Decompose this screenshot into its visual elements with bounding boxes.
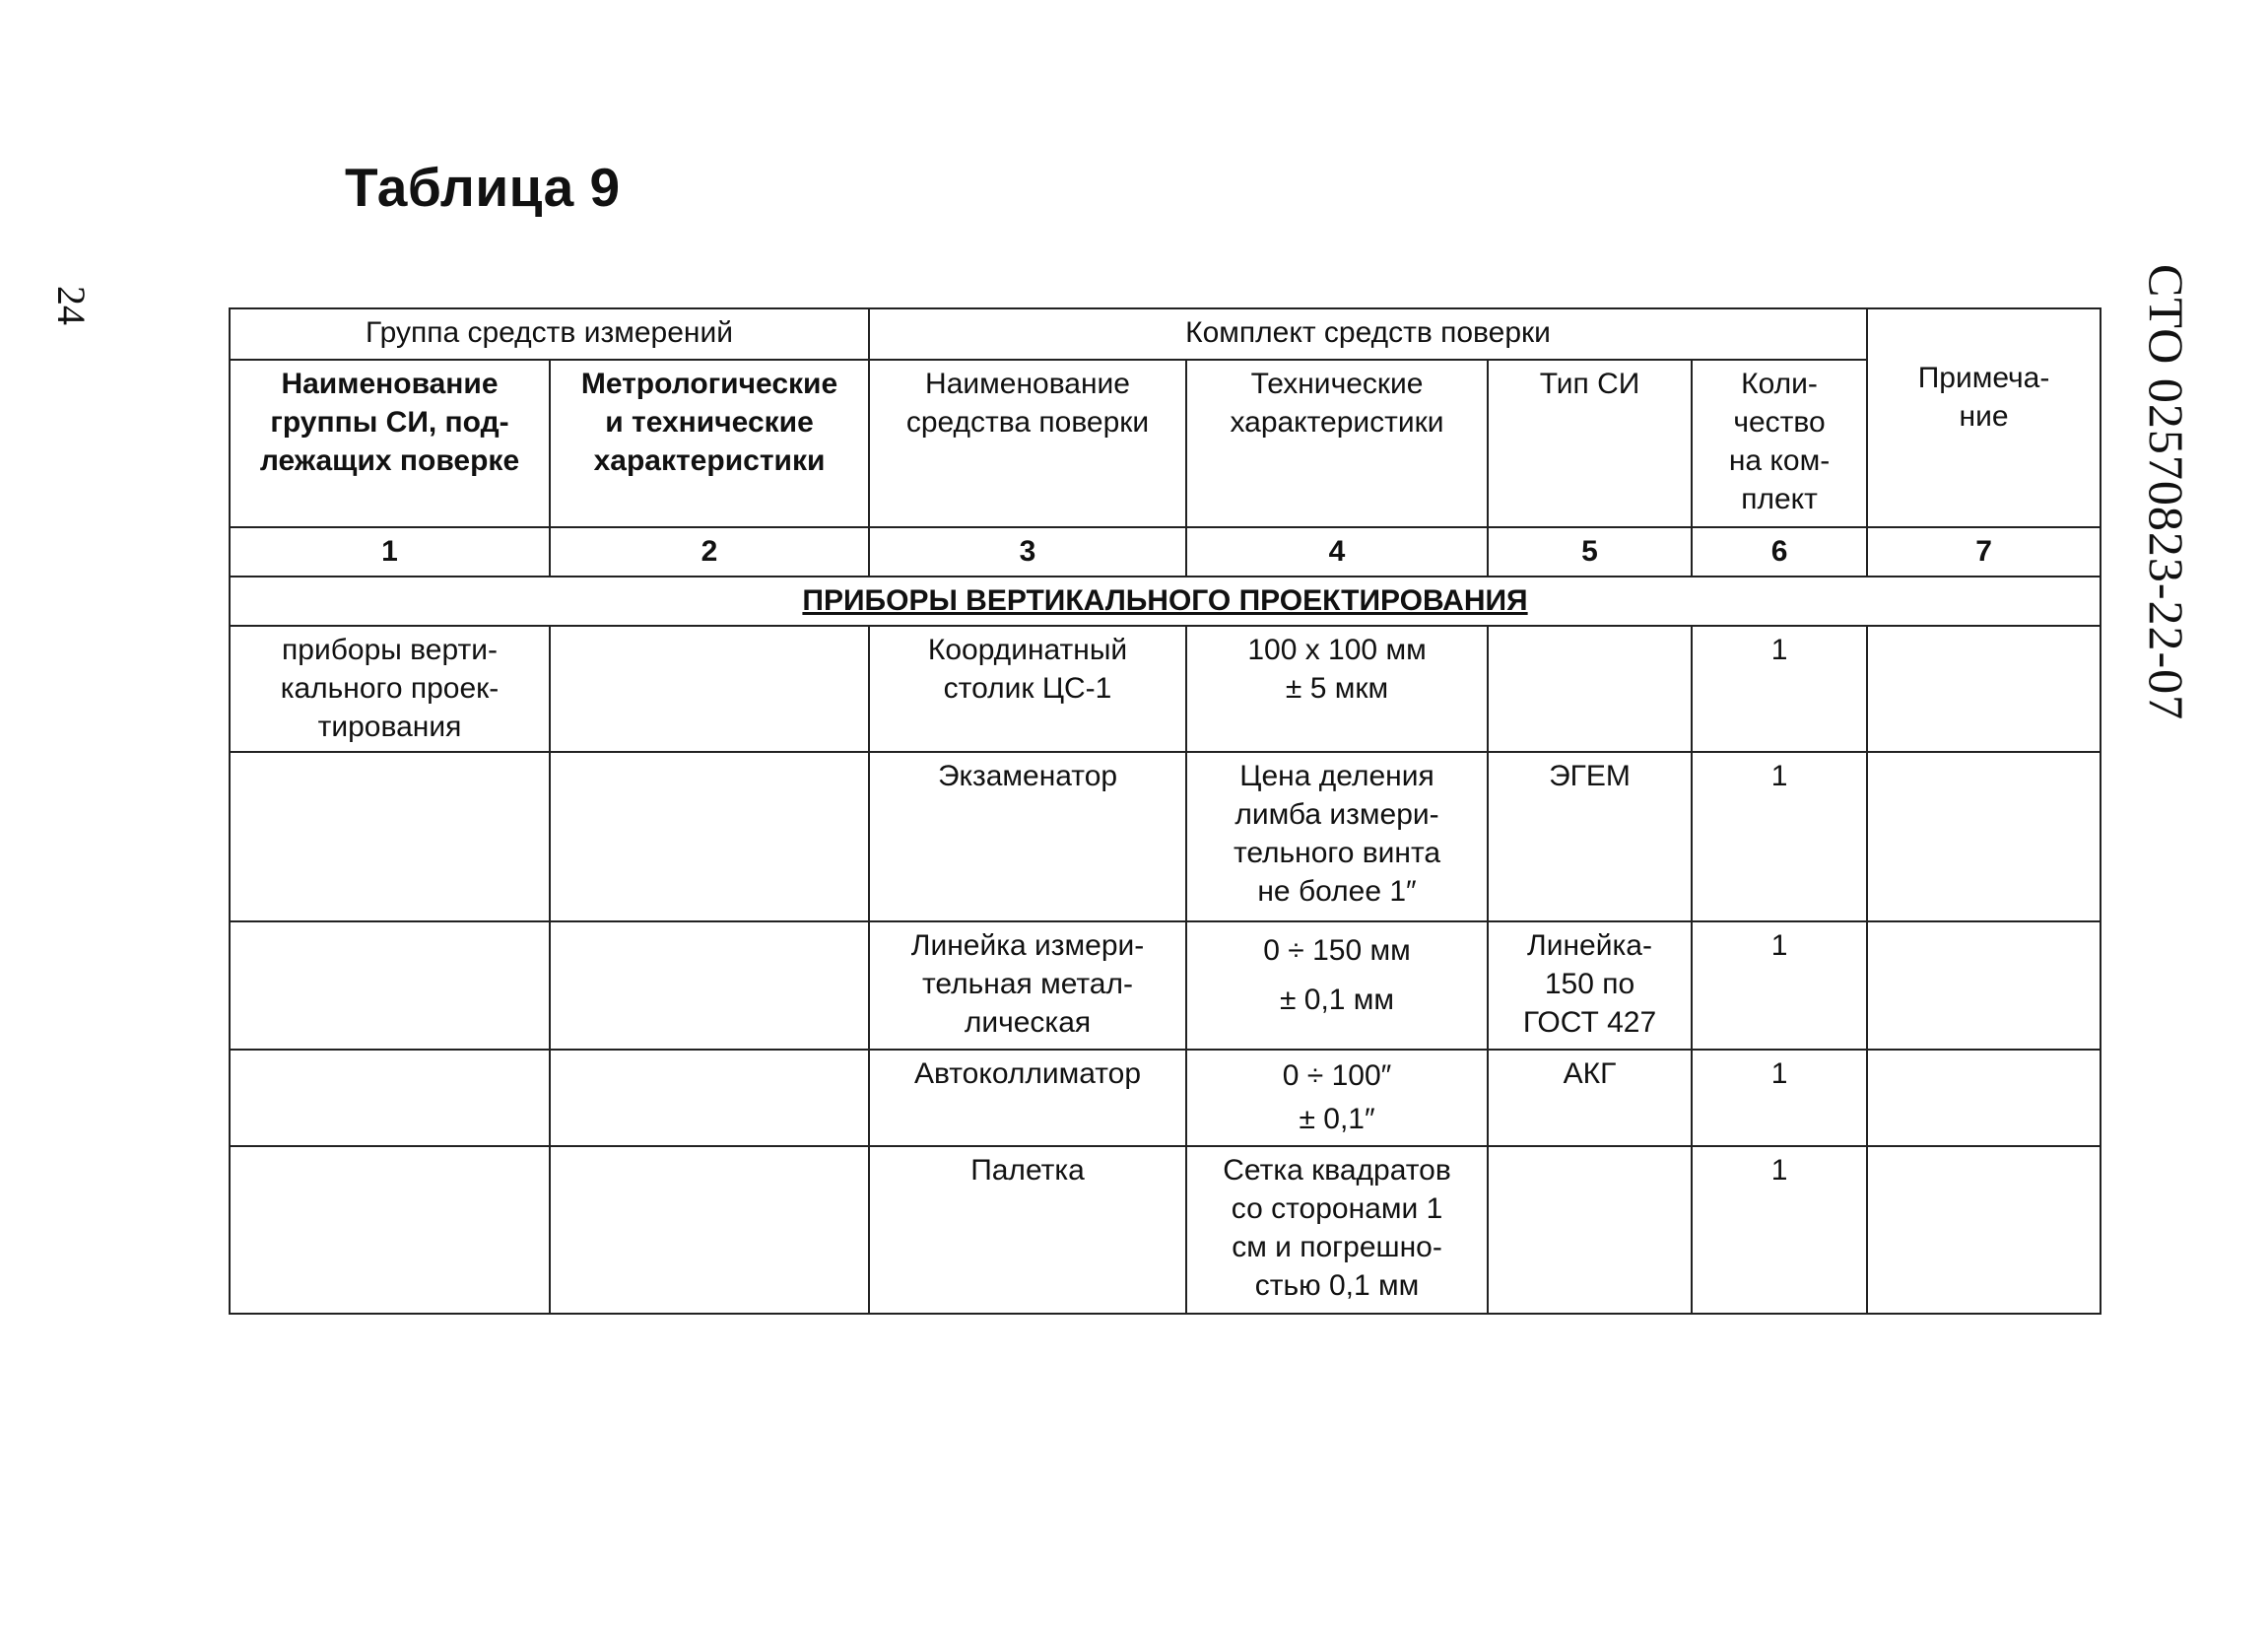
table-row (230, 626, 2101, 752)
cell-quantity: 1 (1692, 1050, 1867, 1146)
cell-metrology (550, 626, 869, 752)
col-header-2: Метрологические и технические характеристики (550, 360, 869, 527)
cell-metrology (550, 752, 869, 921)
cell-quantity: 1 (1692, 752, 1867, 921)
col-header-4: Технические характеристики (1186, 360, 1488, 527)
cell-si-type: Линейка- 150 по ГОСТ 427 (1488, 921, 1692, 1050)
document-code: СТО 02570823-22-07 (2139, 264, 2194, 721)
cell-tech-specs: 0 ÷ 150 мм ± 0,1 мм (1186, 921, 1488, 1050)
cell-note (1867, 1050, 2101, 1146)
cell-tech-specs: 100 х 100 мм ± 5 мкм (1186, 626, 1488, 752)
table-row (230, 1146, 2101, 1314)
cell-note (1867, 1146, 2101, 1314)
note-header: Примеча- ние (1867, 308, 2101, 527)
cell-si-type: АКГ (1488, 1050, 1692, 1146)
col-number: 6 (1692, 527, 1867, 577)
cell-quantity: 1 (1692, 921, 1867, 1050)
cell-tool-name: Автоколлиматор (869, 1050, 1186, 1146)
col-number: 4 (1186, 527, 1488, 577)
cell-tech-specs: 0 ÷ 100″ ± 0,1″ (1186, 1050, 1488, 1146)
section-title: ПРИБОРЫ ВЕРТИКАЛЬНОГО ПРОЕКТИРОВАНИЯ (802, 584, 1528, 617)
page-number: 24 (49, 286, 94, 325)
col-header-5: Тип СИ (1488, 360, 1692, 527)
table-title: Таблица 9 (345, 157, 621, 218)
col-number: 2 (550, 527, 869, 577)
cell-group-name (230, 752, 550, 921)
cell-tool-name: Палетка (869, 1146, 1186, 1314)
table-row (230, 1050, 2101, 1146)
cell-metrology (550, 1050, 869, 1146)
cell-note (1867, 626, 2101, 752)
table-row (230, 752, 2101, 921)
cell-si-type (1488, 1146, 1692, 1314)
cell-si-type: ЭГЕМ (1488, 752, 1692, 921)
cell-tech-specs: Цена деления лимба измери- тельного винта не более 1″ (1186, 752, 1488, 921)
cell-group-name (230, 1050, 550, 1146)
cell-tool-name: Линейка измери- тельная метал- лическая (869, 921, 1186, 1050)
cell-tech-specs: Сетка квадратов со сторонами 1 см и погрешно- стью 0,1 мм (1186, 1146, 1488, 1314)
col-header-1: Наименование группы СИ, под- лежащих поверке (230, 360, 550, 527)
kit-header: Комплект средств поверки (869, 308, 1867, 360)
group-header: Группа средств измерений (230, 308, 869, 360)
cell-metrology (550, 921, 869, 1050)
cell-tool-name: Экзаменатор (869, 752, 1186, 921)
cell-note (1867, 921, 2101, 1050)
col-number: 5 (1488, 527, 1692, 577)
col-header-3: Наименование средства поверки (869, 360, 1186, 527)
col-header-6: Коли- чество на ком- плект (1692, 360, 1867, 527)
cell-metrology (550, 1146, 869, 1314)
col-number: 1 (230, 527, 550, 577)
section-header (230, 577, 2101, 626)
verification-table (229, 307, 2101, 1315)
cell-group-name (230, 921, 550, 1050)
cell-tool-name: Координатный столик ЦС-1 (869, 626, 1186, 752)
table-row (230, 921, 2101, 1050)
cell-quantity: 1 (1692, 626, 1867, 752)
cell-group-name (230, 1146, 550, 1314)
cell-group-name: приборы верти- кального проек- тирования (230, 626, 550, 752)
cell-quantity: 1 (1692, 1146, 1867, 1314)
cell-si-type (1488, 626, 1692, 752)
cell-note (1867, 752, 2101, 921)
col-number: 3 (869, 527, 1186, 577)
col-number: 7 (1867, 527, 2101, 577)
